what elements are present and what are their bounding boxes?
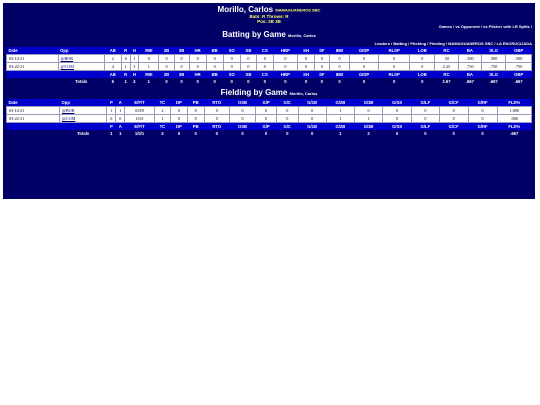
batting-col-header[interactable]: BA	[466, 72, 473, 78]
batting-table-row	[7, 55, 532, 63]
batting-cell: 0	[298, 55, 314, 63]
batting-col-header[interactable]: GIDP	[358, 72, 370, 78]
batting-col-header[interactable]: RC	[443, 48, 450, 54]
batting-header-row	[7, 71, 532, 79]
batting-cell: 3	[130, 63, 139, 71]
batting-col-header[interactable]: BA	[466, 48, 473, 54]
fielding-total-cell: 3	[161, 131, 164, 137]
batting-total-cell: 0	[165, 79, 168, 85]
batting-header-row	[7, 47, 532, 55]
fielding-total-cell: 0	[215, 131, 218, 137]
fielding-col-header[interactable]: FLD%	[508, 100, 521, 106]
fielding-cell: 0	[229, 107, 255, 115]
batting-col-header[interactable]: SO	[228, 48, 235, 54]
fielding-col-header[interactable]: FLD%	[508, 124, 521, 130]
fielding-col-header[interactable]: G/RF	[477, 124, 488, 130]
batting-cell: 0	[329, 55, 349, 63]
fielding-cell: 0	[383, 107, 412, 115]
batting-cell: 0	[189, 63, 206, 71]
fielding-col-header[interactable]: G/2B	[335, 100, 346, 106]
fielding-cell: 0	[170, 115, 187, 123]
batting-col-header[interactable]: RLSP	[388, 72, 400, 78]
batting-total-cell: 0	[230, 79, 233, 85]
fielding-cell: 0	[412, 107, 440, 115]
fielding-cell: 0	[439, 115, 468, 123]
fielding-cell: 0	[468, 115, 497, 123]
batting-total-cell: 1	[124, 79, 127, 85]
fielding-totals-row	[7, 130, 532, 137]
stats-panel	[3, 3, 535, 199]
fielding-total-cell: 1	[339, 131, 342, 137]
batting-cell: .750	[482, 63, 506, 71]
batting-cell[interactable]	[58, 55, 104, 63]
batting-cell: 0	[350, 55, 379, 63]
batting-col-header[interactable]: RC	[443, 72, 450, 78]
batting-cell: .500	[506, 55, 532, 63]
fielding-col-header[interactable]	[7, 123, 60, 131]
fielding-col-header[interactable]: G/3B	[363, 124, 374, 130]
fielding-cell: 0	[256, 115, 277, 123]
batting-col-header[interactable]: 3B	[178, 72, 185, 78]
fielding-header-row	[7, 99, 532, 107]
batting-total-cell: 0	[338, 79, 341, 85]
batting-cell: 0	[159, 55, 174, 63]
batting-cell: .50	[435, 55, 458, 63]
fielding-table	[6, 99, 532, 137]
fielding-col-header[interactable]: RTO	[212, 100, 222, 106]
fielding-cell: 0	[204, 115, 229, 123]
fielding-cell: 0	[383, 115, 412, 123]
batting-total-cell: 0	[180, 79, 183, 85]
batting-col-header[interactable]: SO	[228, 72, 235, 78]
fielding-cell: 0	[412, 115, 440, 123]
batting-cell: 0	[257, 55, 273, 63]
fielding-total-cell: 0	[424, 131, 427, 137]
fielding-cell: 03-14-21	[7, 107, 60, 115]
fielding-cell: 0	[187, 107, 204, 115]
batting-totals-row	[7, 78, 532, 85]
batting-total-cell: 0	[196, 79, 199, 85]
batting-col-header[interactable]: HR	[194, 72, 201, 78]
fielding-col-header[interactable]: G/CF	[448, 124, 459, 130]
batting-col-header[interactable]: IBB	[335, 72, 344, 78]
batting-total-cell: 6	[111, 79, 114, 85]
batting-col-header[interactable]: BB	[211, 48, 218, 54]
fielding-col-header[interactable]: PB	[192, 100, 199, 106]
fielding-cell: 0	[116, 115, 125, 123]
fielding-cell: 1	[154, 115, 170, 123]
section-links[interactable]: Leaders / Batting / Pitching / Fielding / MAMAGUANEROS SBC / LA ENCRUCIJADA	[374, 41, 532, 47]
batting-col-header[interactable]: SH	[303, 72, 309, 78]
fielding-total-cell: 1/0/1	[134, 131, 145, 137]
batting-col-header[interactable]: IBB	[335, 48, 344, 54]
batting-col-header[interactable]: OBP	[514, 72, 524, 78]
batting-subtitle: Morillo, Carlos	[288, 33, 316, 39]
fielding-table-row	[7, 115, 532, 123]
batting-cell: .750	[458, 63, 481, 71]
fielding-col-header[interactable]	[60, 123, 107, 131]
fielding-col-header[interactable]: OSB	[238, 100, 248, 106]
fielding-col-header[interactable]: Opp	[61, 100, 70, 106]
batting-cell: 0	[159, 63, 174, 71]
fielding-col-header[interactable]: G/C	[283, 100, 291, 106]
opponent-link[interactable]: @COM	[60, 64, 75, 70]
fielding-cell: 1	[326, 107, 354, 115]
totals-spacer	[7, 130, 60, 137]
batting-total-cell: 0	[362, 79, 366, 85]
fielding-cell: 0	[170, 107, 187, 115]
fielding-cell: 0	[256, 107, 277, 115]
batting-col-header[interactable]: CS	[261, 72, 268, 78]
fielding-title-text: Fielding by Game	[220, 88, 288, 98]
batting-col-header[interactable]: CS	[261, 48, 268, 54]
batting-cell: 0	[350, 63, 379, 71]
batting-cell: 0	[206, 63, 223, 71]
batting-cell: 0	[189, 55, 206, 63]
fielding-total-cell: 0	[264, 131, 268, 137]
fielding-cell: 1	[116, 107, 125, 115]
batting-cell: 0	[298, 63, 314, 71]
fielding-col-header[interactable]: Date	[8, 100, 18, 106]
batting-cell: 03-22-21	[7, 63, 59, 71]
batting-table	[6, 47, 532, 85]
totals-spacer	[7, 78, 59, 85]
player-team[interactable]: MAMAGUANEROS SBC	[275, 7, 321, 13]
batting-col-header[interactable]: Opp	[60, 48, 69, 54]
fielding-total-cell: 2	[367, 131, 370, 137]
batting-col-header[interactable]: SH	[303, 48, 309, 54]
fielding-total-cell: 1	[119, 131, 122, 137]
fielding-cell: 0	[204, 107, 229, 115]
fielding-col-header[interactable]: G/LF	[420, 124, 431, 130]
batting-col-header[interactable]: SF	[319, 72, 325, 78]
fielding-col-header[interactable]: G/P	[262, 124, 270, 130]
fielding-cell: 0	[276, 115, 298, 123]
fielding-col-header[interactable]: OSB	[238, 124, 248, 130]
batting-col-header[interactable]: Date	[8, 48, 18, 54]
batting-cell: 0	[314, 55, 329, 63]
batting-cell: 0	[378, 55, 409, 63]
bats-throws: Bats: R Throws: R	[249, 14, 289, 20]
totals-label: Totals	[75, 79, 88, 85]
fielding-total-cell: 0	[395, 131, 399, 137]
batting-col-header[interactable]: SF	[319, 48, 325, 54]
batting-total-cell: 0	[304, 79, 308, 85]
fielding-col-header[interactable]: E/F/T	[134, 100, 145, 106]
fielding-total-cell: 0	[241, 131, 244, 137]
fielding-col-header[interactable]: DP	[175, 124, 182, 130]
batting-col-header[interactable]: AB	[109, 72, 116, 78]
batting-cell: 0	[410, 63, 435, 71]
opponent-link[interactable]: @BOR	[60, 56, 74, 62]
batting-col-header[interactable]: 2B	[163, 48, 170, 54]
batting-cell: 0	[410, 55, 435, 63]
fielding-cell: 0	[439, 107, 468, 115]
fielding-cell: 0	[229, 115, 255, 123]
fielding-total-cell: 0	[481, 131, 484, 137]
player-name: Morillo, Carlos	[217, 5, 274, 14]
batting-cell: 0	[273, 55, 298, 63]
fielding-col-header[interactable]: G/RF	[477, 100, 488, 106]
batting-cell: 1	[130, 55, 139, 63]
batting-col-header[interactable]: OBP	[514, 48, 524, 54]
batting-col-header[interactable]	[7, 71, 59, 79]
fielding-col-header[interactable]: G/1B	[307, 100, 317, 106]
fielding-col-header[interactable]: PB	[192, 124, 199, 130]
batting-col-header[interactable]: SLG	[489, 48, 498, 54]
batting-col-header[interactable]: 3B	[178, 48, 185, 54]
batting-cell: 0	[240, 55, 256, 63]
batting-cell: 1	[139, 63, 159, 71]
fielding-col-header[interactable]: TC	[159, 124, 166, 130]
batting-col-header[interactable]: GIDP	[358, 48, 370, 54]
batting-total-cell: 0	[393, 79, 396, 85]
batting-cell: 1	[121, 63, 130, 71]
fielding-cell: .000	[497, 115, 531, 123]
fielding-col-header[interactable]: G/SS	[392, 124, 403, 130]
fielding-col-header[interactable]: P	[109, 124, 113, 130]
batting-total-cell: 0	[320, 79, 323, 85]
fielding-cell: 1/0/1	[125, 115, 155, 123]
fielding-cell: 0	[107, 115, 116, 123]
batting-cell: .500	[482, 55, 506, 63]
batting-col-header[interactable]: H	[132, 48, 136, 54]
fielding-col-header[interactable]: G/SS	[392, 100, 403, 106]
batting-cell: 0	[139, 55, 159, 63]
batting-total-cell: .667	[514, 79, 523, 85]
batting-col-header[interactable]: SB	[245, 48, 252, 54]
batting-total-cell: 1	[147, 79, 150, 85]
batting-cell: 0	[314, 63, 329, 71]
batting-title-text: Batting by Game	[222, 30, 286, 40]
batting-cell: .500	[458, 55, 481, 63]
batting-table-row	[7, 63, 532, 71]
fielding-col-header[interactable]: G/2B	[335, 124, 346, 130]
fielding-cell: 0	[298, 115, 326, 123]
fielding-col-header[interactable]: A	[118, 124, 122, 130]
batting-title	[6, 30, 532, 41]
fielding-cell: 1.000	[497, 107, 531, 115]
fielding-col-header[interactable]: G/CF	[448, 100, 459, 106]
batting-cell: 0	[257, 63, 273, 71]
fielding-col-header[interactable]: G/1B	[307, 124, 317, 130]
fielding-total-cell: 0	[194, 131, 197, 137]
fielding-cell: 0	[276, 107, 298, 115]
batting-total-cell: .667	[465, 79, 474, 85]
batting-cell: 2	[104, 55, 121, 63]
fielding-cell: 0/0/0	[125, 107, 155, 115]
batting-total-cell: 0	[247, 79, 250, 85]
fielding-cell[interactable]	[60, 107, 107, 115]
fielding-col-header[interactable]: TC	[159, 100, 166, 106]
batting-col-header[interactable]: HBP	[281, 72, 290, 78]
batting-total-cell: 0	[284, 79, 287, 85]
fielding-total-cell: 1	[110, 131, 113, 137]
batting-total-cell: 2.67	[442, 79, 451, 85]
batting-col-header[interactable]: 2B	[163, 72, 170, 78]
fielding-total-cell: 0	[177, 131, 181, 137]
fielding-col-header[interactable]: G/C	[283, 124, 291, 130]
batting-col-header[interactable]: RLSP	[388, 48, 400, 54]
opponent-link[interactable]: @COM	[62, 116, 76, 122]
fielding-col-header[interactable]: A	[118, 100, 122, 106]
batting-col-header[interactable]: HBP	[281, 48, 290, 54]
fielding-cell: 0	[187, 115, 204, 123]
batting-col-header[interactable]: BB	[211, 72, 218, 78]
batting-total-cell: .667	[489, 79, 498, 85]
fielding-total-cell: 0	[286, 131, 289, 137]
batting-cell: 0	[174, 63, 189, 71]
fielding-col-header[interactable]: P	[109, 100, 113, 106]
fielding-cell: 0	[298, 107, 326, 115]
batting-cell: 0	[240, 63, 256, 71]
batting-cell: 0	[378, 63, 409, 71]
batting-cell: 0	[329, 63, 349, 71]
totals-label: Totals	[77, 131, 90, 137]
fielding-cell: 1	[354, 115, 382, 123]
batting-total-cell: 4	[133, 79, 136, 85]
fielding-cell: 2	[154, 107, 170, 115]
fielding-total-cell: 0	[452, 131, 455, 137]
batting-col-header[interactable]: SLG	[489, 72, 498, 78]
fielding-cell[interactable]	[60, 115, 107, 123]
fielding-subtitle: Morillo, Carlos	[289, 91, 318, 97]
fielding-col-header[interactable]: G/3B	[363, 100, 374, 106]
fielding-cell: 0	[468, 107, 497, 115]
batting-col-header[interactable]: LOB	[417, 48, 427, 54]
opponent-link[interactable]: @BOR	[62, 108, 75, 114]
batting-total-cell: 0	[421, 79, 424, 85]
fielding-col-header[interactable]: G/P	[262, 100, 270, 106]
batting-cell: 03-14-21	[7, 55, 59, 63]
batting-col-header[interactable]: H	[132, 72, 136, 78]
fielding-total-cell: .667	[510, 131, 519, 137]
batting-cell: 0	[223, 63, 240, 71]
fielding-table-row	[7, 107, 532, 115]
batting-cell: 4	[104, 63, 121, 71]
batting-col-header[interactable]: HR	[194, 48, 201, 54]
fielding-header-row	[7, 123, 532, 131]
player-header	[6, 5, 532, 14]
batting-cell: .750	[506, 63, 532, 71]
fielding-col-header[interactable]: G/LF	[420, 100, 431, 106]
batting-col-header[interactable]: R	[124, 72, 128, 78]
batting-col-header[interactable]: LOB	[417, 72, 427, 78]
fielding-total-cell: 0	[310, 131, 314, 137]
positions: Pos: 2B 3B	[257, 19, 281, 25]
batting-col-header[interactable]: R	[124, 48, 128, 54]
batting-col-header[interactable]: RBI	[145, 72, 153, 78]
batting-total-cell: 0	[263, 79, 266, 85]
batting-cell: 0	[273, 63, 298, 71]
batting-total-cell: 0	[213, 79, 216, 85]
batting-col-header[interactable]: AB	[109, 48, 116, 54]
game-links[interactable]: Games / vs Opponent / vs Pitcher with LR Splits /	[438, 24, 532, 30]
fielding-col-header[interactable]: DP	[175, 100, 182, 106]
fielding-title	[6, 88, 532, 99]
batting-col-header[interactable]: RBI	[145, 48, 153, 54]
fielding-col-header[interactable]: RTO	[212, 124, 222, 130]
batting-cell: 0	[223, 55, 240, 63]
fielding-cell: 03-22-21	[7, 115, 60, 123]
batting-col-header[interactable]: SB	[245, 72, 252, 78]
batting-cell: 0	[174, 55, 189, 63]
batting-col-header[interactable]	[58, 71, 104, 79]
batting-cell[interactable]	[58, 63, 104, 71]
batting-cell: 0	[121, 55, 130, 63]
fielding-cell: 1	[326, 115, 354, 123]
batting-cell: 0	[206, 55, 223, 63]
batting-cell: 2.25	[435, 63, 458, 71]
fielding-col-header[interactable]: E/F/T	[134, 124, 145, 130]
fielding-cell: 0	[354, 107, 382, 115]
fielding-cell: 1	[107, 107, 116, 115]
